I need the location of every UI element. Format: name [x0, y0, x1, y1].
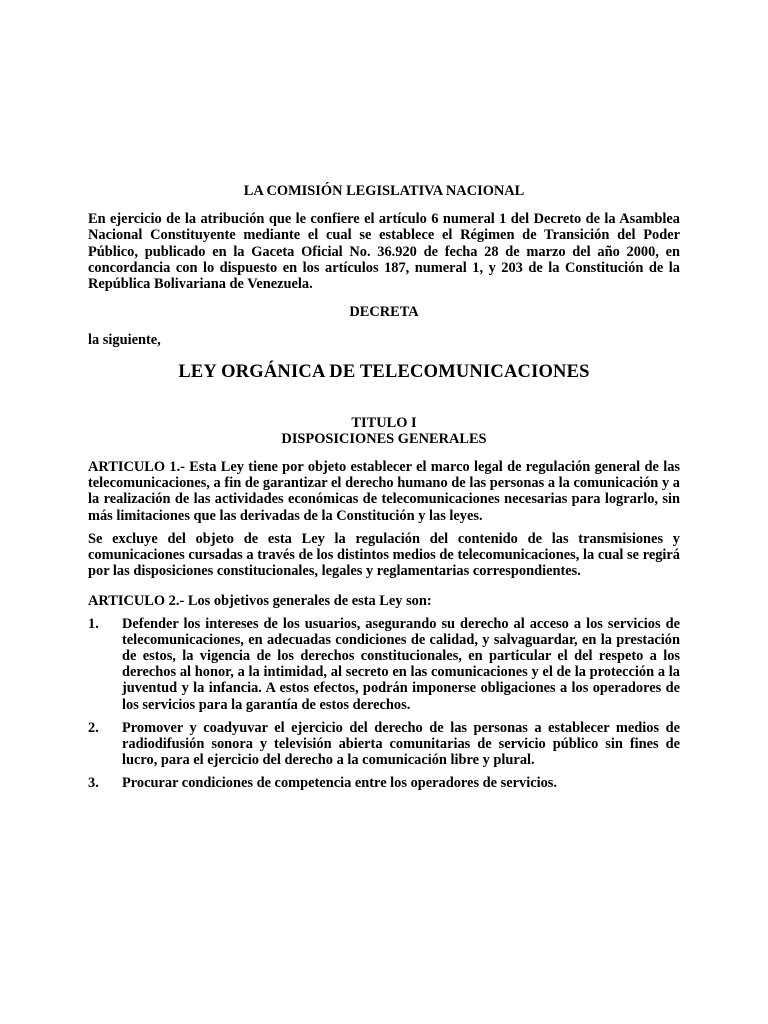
la-siguiente-text: la siguiente,: [88, 332, 161, 349]
articulo-2-label: ARTICULO 2.: [88, 593, 180, 610]
list-item-number: 3.: [88, 775, 99, 792]
titulo-number: TITULO I: [351, 414, 417, 431]
list-item-number: 1.: [88, 615, 99, 632]
articulo-1-text: - Esta Ley tiene por objeto establecer el marco legal de regulación general de las telecomunicaciones, a fin de garantizar el derecho humano de las personas a la comunicación y a la realización de las actividades económicas de telecomunicaciones necesarias para lograrlo, sin más limitaciones que las derivadas de la Constitución y las leyes.: [88, 459, 680, 524]
commission-heading: LA COMISIÓN LEGISLATIVA NACIONAL: [243, 183, 525, 199]
list-item-text: Promover y coadyuvar el ejercicio del derecho de las personas a establecer medios de radiodifusión sonora y televisión abierta comunitarias de servicio público sin fines de lucro, para el ejercicio del derecho a la comunicación libre y plural.: [122, 719, 680, 769]
articulo-2-list: [88, 616, 680, 792]
articulo-1-label: ARTICULO 1.: [88, 459, 181, 476]
preamble-paragraph: En ejercicio de la atribución que le confiere el artículo 6 numeral 1 del Decreto de la Asamblea Nacional Constituyente mediante el cual se establece el Régimen de Transición del Poder Público, publicado en la Gaceta Oficial No. 36.920 de fecha 28 de marzo del año 2000, en concordancia con lo dispuesto en los artículos 187, numeral 1, y 203 de la Constitución de la República Bolivariana de Venezuela.: [88, 211, 680, 293]
list-item: [88, 775, 680, 791]
list-item: [88, 616, 680, 713]
titulo-name: DISPOSICIONES GENERALES: [281, 430, 487, 447]
list-item-number: 2.: [88, 719, 99, 736]
articulo-2-text: - Los objetivos generales de esta Ley son:: [179, 593, 432, 610]
list-item: [88, 720, 680, 769]
list-item-text: Procurar condiciones de competencia entre los operadores de servicios.: [122, 775, 557, 792]
decreta-heading: DECRETA: [349, 304, 419, 321]
articulo-2-paragraph: [88, 593, 680, 609]
list-item-text: Defender los intereses de los usuarios, asegurando su derecho al acceso a los servicios de telecomunicaciones, en adecuadas condiciones de calidad, y salvaguardar, en la prestación de estos, la vigencia de los derechos constitucionales, en particular el del respeto a los derechos al honor, a la intimidad, al secreto en las comunicaciones y el de la protección a la juventud y la infancia. A estos efectos, podrán imponerse obligaciones a los operadores de los servicios para la garantía de estos derechos.: [122, 615, 680, 713]
law-title: LEY ORGÁNICA DE TELECOMUNICACIONES: [178, 361, 590, 382]
document-page: [88, 183, 680, 799]
articulo-1-paragraph-2: Se excluye del objeto de esta Ley la regulación del contenido de las transmisiones y comunicaciones cursadas a través de los distintos medios de telecomunicaciones, la cual se regirá por las disposiciones constitucionales, legales y reglamentarias correspondientes.: [88, 530, 680, 580]
articulo-1-paragraph: [88, 459, 680, 524]
